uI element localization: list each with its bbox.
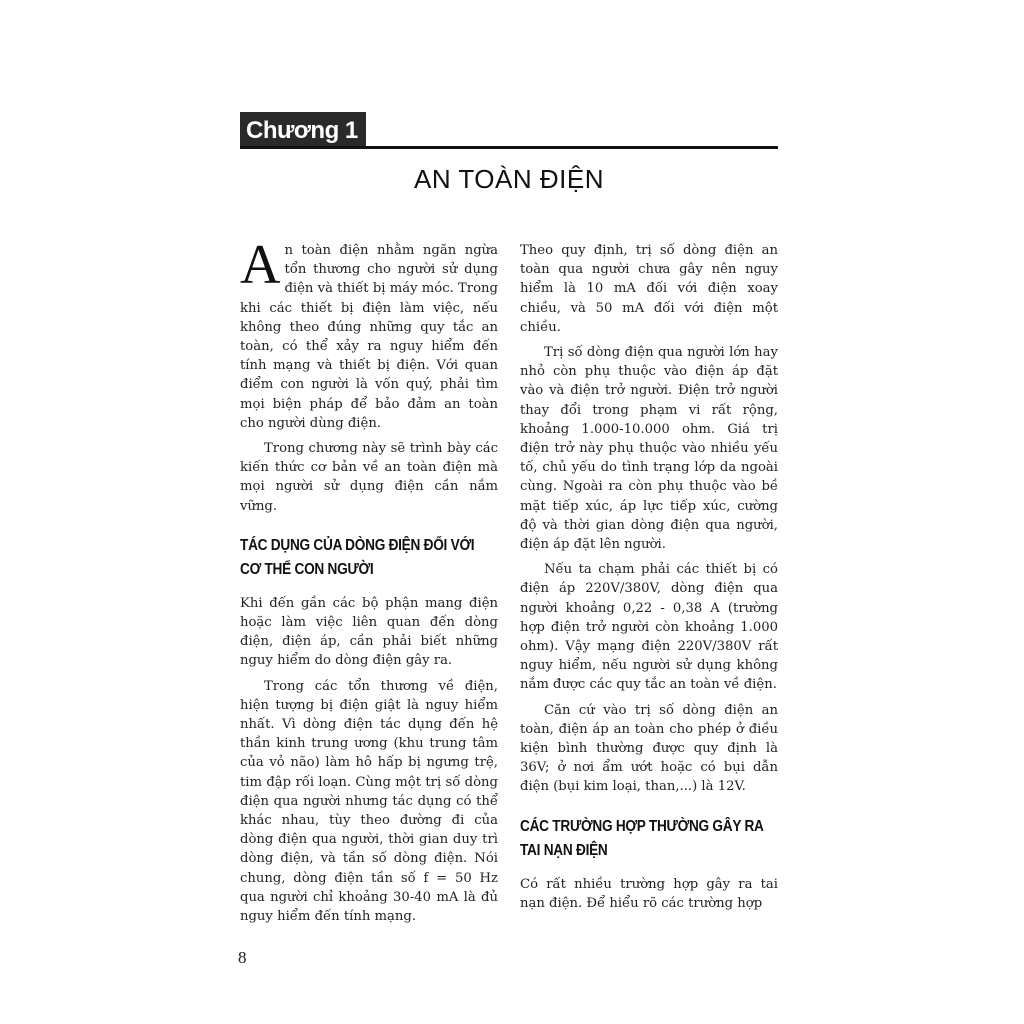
paragraph: Trong chương này sẽ trình bày các kiến thức cơ bản về an toàn điện mà mọi người sử dụng điện cần nắm vững. bbox=[240, 441, 498, 514]
paragraph: Trong các tổn thương về điện, hiện tượng bị điện giật là nguy hiểm nhất. Vì dòng điện tác dụng đến hệ thần kinh trung ương (khu trung tâm của vỏ não) làm hô hấp bị ngưng trệ, tim đập rối loạn. Cùng một trị số dòng điện qua người nhưng tác dụng có thể khác nhau, tùy theo đường đi của dòng điện qua người, thời gian duy trì dòng điện, và tần số dòng điện. Nói chung, dòng điện tần số f = 50 Hz qua người chỉ khoảng 30-40 mA là đủ nguy hiểm đến tính mạng. bbox=[240, 678, 498, 925]
chapter-title: AN TOÀN ĐIỆN bbox=[414, 164, 604, 194]
right-column bbox=[520, 241, 778, 919]
section-heading: CÁC TRƯỜNG HỢP THƯỜNG GÂY RA TAI NẠN ĐIỆN bbox=[520, 817, 764, 859]
section-heading: TÁC DỤNG CỦA DÒNG ĐIỆN ĐỐI VỚI CƠ THỂ CON NGƯỜI bbox=[240, 536, 475, 578]
chapter-rule bbox=[240, 146, 778, 149]
left-column bbox=[240, 234, 498, 932]
intro-paragraph bbox=[240, 234, 498, 433]
paragraph: Trị số dòng điện qua người lớn hay nhỏ còn phụ thuộc vào điện áp đặt vào và điện trở người. Điện trở người thay đổi trong phạm vi rất rộng, khoảng 1.000-10.000 ohm. Giá trị điện trở này phụ thuộc vào nhiều yếu tố, chủ yếu do tình trạng lớp da ngoài cùng. Ngoài ra còn phụ thuộc vào bề mặt tiếp xúc, áp lực tiếp xúc, cường độ và thời gian dòng điện qua người, điện áp đặt lên người. bbox=[520, 345, 778, 553]
paragraph: Khi đến gần các bộ phận mang điện hoặc làm việc liên quan đến dòng điện, điện áp, cần phải biết những nguy hiểm do dòng điện gây ra. bbox=[240, 595, 498, 669]
intro-text: n toàn điện nhằm ngăn ngừa tổn thương cho người sử dụng điện và thiết bị máy móc. Trong khi các thiết bị điện làm việc, nếu không theo đúng những quy tắc an toàn, có thể xảy ra nguy hiểm đến tính mạng và thiết bị điện. Với quan điểm con người là vốn quý, phải tìm mọi biện pháp để bảo đảm an toàn cho người dùng điện. bbox=[240, 243, 498, 431]
paragraph: Theo quy định, trị số dòng điện an toàn qua người chưa gây nên nguy hiểm là 10 mA đối với điện xoay chiều, và 50 mA đối với điện một chiều. bbox=[520, 243, 778, 335]
paragraph: Nếu ta chạm phải các thiết bị có điện áp 220V/380V, dòng điện qua người khoảng 0,22 - 0,38 A (trường hợp điện trở người còn khoảng 1.000 ohm). Vậy mạng điện 220V/380V rất nguy hiểm, nếu người sử dụng không nắm được các quy tắc an toàn về điện. bbox=[520, 562, 778, 693]
paragraph: Căn cứ vào trị số dòng điện an toàn, điện áp an toàn cho phép ở điều kiện bình thường được quy định là 36V; ở nơi ẩm ướt hoặc có bụi dẫn điện (bụi kim loại, than,...) là 12V. bbox=[520, 702, 778, 795]
paragraph: Có rất nhiều trường hợp gây ra tai nạn điện. Để hiểu rõ các trường hợp bbox=[520, 876, 778, 911]
page-number: 8 bbox=[238, 948, 247, 967]
chapter-label: Chương 1 bbox=[240, 112, 366, 148]
drop-cap: A bbox=[240, 234, 281, 296]
chapter-header bbox=[240, 112, 778, 150]
